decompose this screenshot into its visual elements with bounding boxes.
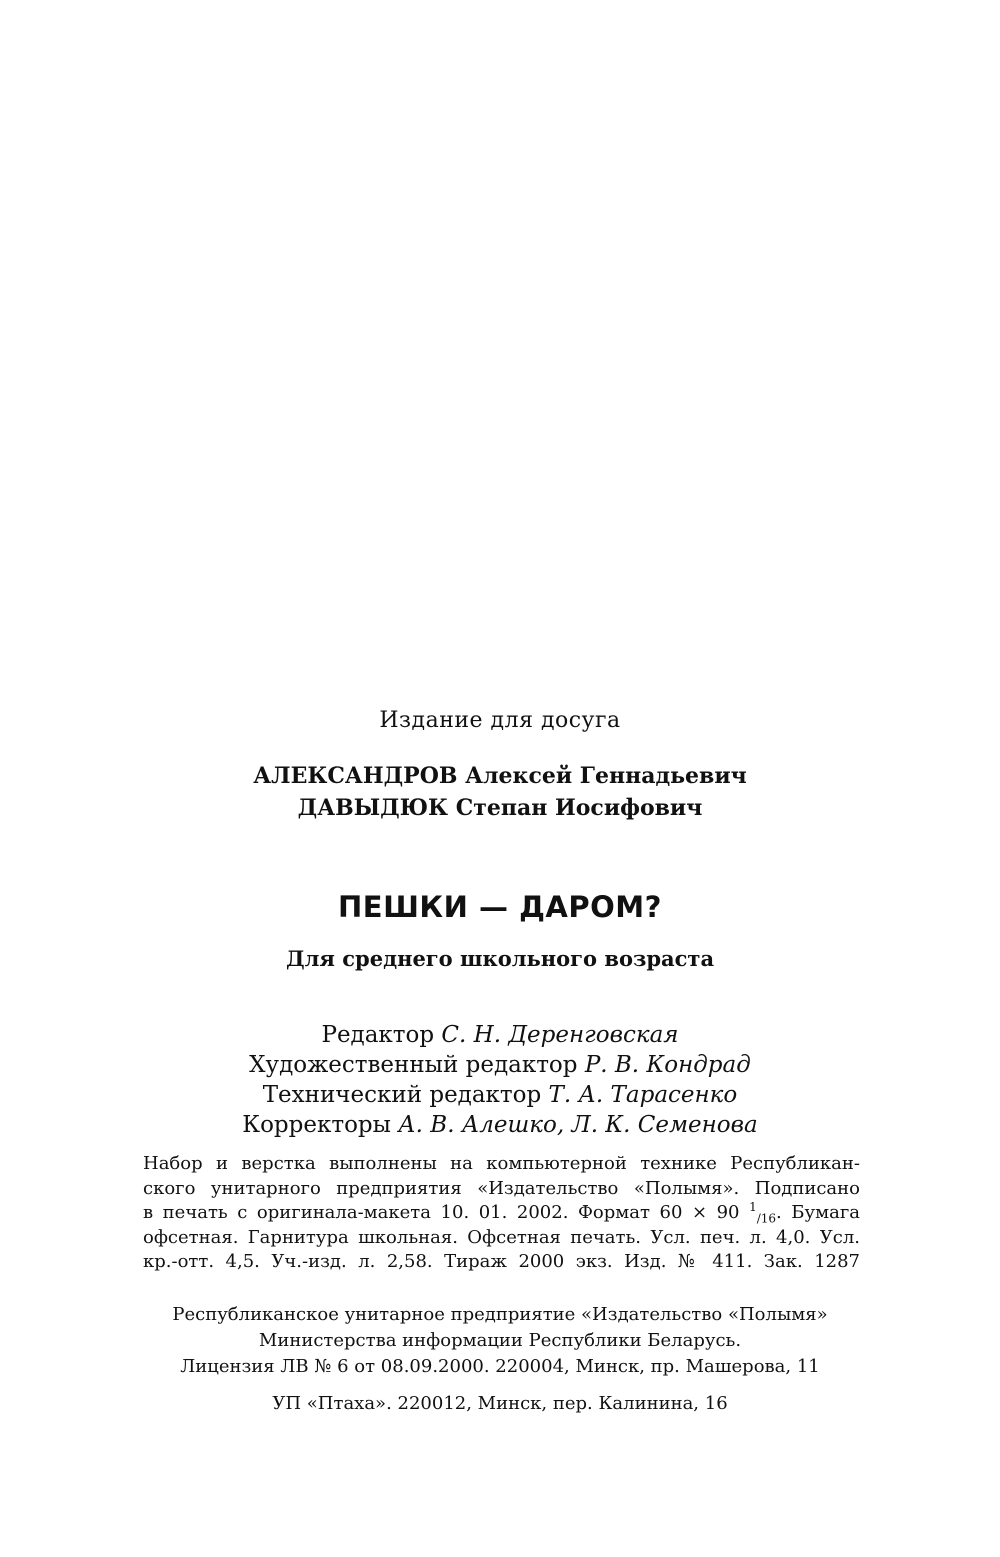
staff-art-editor: [0, 1050, 1000, 1080]
staff-name: Р. В. Кондрад: [584, 1052, 751, 1078]
imprint-details: [143, 1152, 860, 1275]
staff-name: С. Н. Деренговская: [441, 1022, 679, 1048]
imprint-line: кр.-отт. 4,5. Уч.-изд. л. 2,58. Тираж 2000 экз. Изд. № 411. Зак. 1287: [143, 1251, 860, 1273]
staff-editor: [0, 1020, 1000, 1050]
printer-info: УП «Птаха». 220012, Минск, пер. Калинина, 16: [272, 1393, 728, 1414]
imprint-format-text: в печать с оригинала-макета 10. 01. 2002. Формат 60 × 90: [143, 1202, 750, 1224]
staff-name: А. В. Алешко, Л. К. Семенова: [398, 1112, 758, 1138]
staff-role: Корректоры: [242, 1112, 391, 1138]
publisher-line: Лицензия ЛВ № 6 от 08.09.2000. 220004, Минск, пр. Машерова, 11: [180, 1356, 820, 1377]
staff-proofreaders: [0, 1110, 1000, 1140]
edition-type: Издание для досуга: [379, 708, 621, 733]
staff-credits: [0, 1020, 1000, 1140]
imprint-line: Набор и верстка выполнены на компьютерной технике Республикан-: [143, 1153, 860, 1174]
publisher-info: [0, 1302, 1000, 1380]
author-1: АЛЕКСАНДРОВ Алексей Геннадьевич: [253, 763, 747, 789]
format-fraction-denominator: /16: [756, 1211, 777, 1226]
publisher-line: Республиканское унитарное предприятие «Издательство «Полымя»: [172, 1304, 828, 1325]
book-subtitle: Для среднего школьного возраста: [285, 946, 715, 971]
staff-role: Художественный редактор: [249, 1052, 578, 1078]
staff-role: Технический редактор: [262, 1082, 542, 1108]
author-2: ДАВЫДЮК Степан Иосифович: [297, 795, 703, 821]
staff-name: Т. А. Тарасенко: [548, 1082, 738, 1108]
imprint-line: ского унитарного предприятия «Издательство «Полымя». Подписано: [143, 1177, 860, 1199]
book-title: ПЕШКИ — ДАРОМ?: [338, 890, 662, 924]
format-fraction-numerator: 1: [749, 1200, 757, 1215]
publisher-line: Министерства информации Республики Беларусь.: [258, 1330, 742, 1351]
imprint-line: офсетная. Гарнитура школьная. Офсетная печать. Усл. печ. л. 4,0. Усл.: [143, 1226, 860, 1248]
staff-role: Редактор: [321, 1022, 435, 1048]
imprint-line-format: [143, 1201, 860, 1226]
authors: [0, 760, 1000, 824]
imprint-format-tail: . Бумага: [776, 1202, 860, 1224]
staff-tech-editor: [0, 1080, 1000, 1110]
